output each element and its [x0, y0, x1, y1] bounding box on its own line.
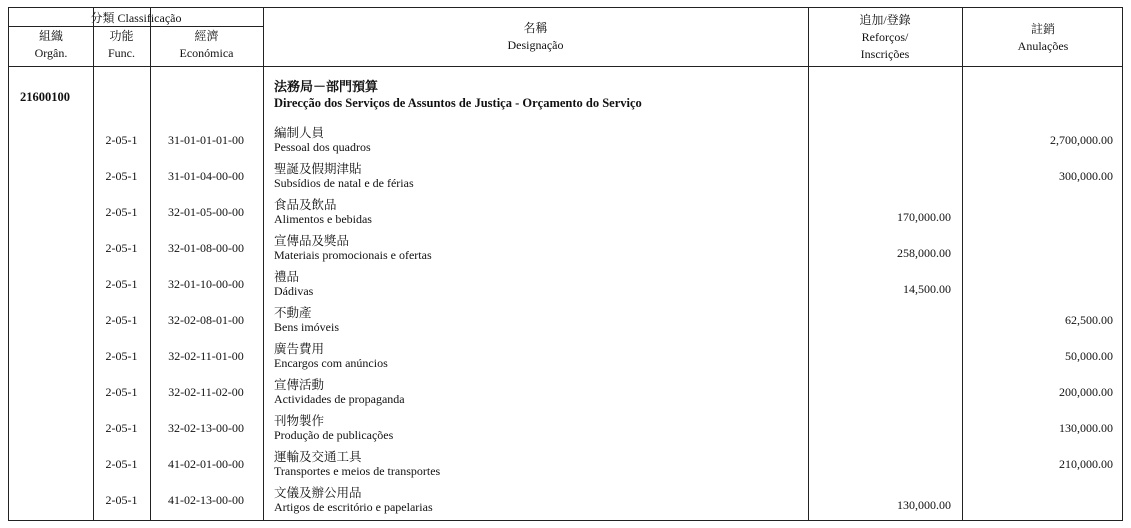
func-code: 2-05-1 [105, 277, 138, 291]
header-divider [9, 26, 263, 27]
designation-zh: 食品及飲品 [274, 198, 337, 212]
designation-pt: Bens imóveis [274, 320, 339, 334]
designation-pt: Artigos de escritório e papelarias [274, 500, 433, 514]
header-func-pt: Func. [108, 46, 135, 60]
designation-zh: 不動產 [274, 306, 312, 320]
func-code: 2-05-1 [105, 349, 138, 363]
econ-code: 41-02-13-00-00 [168, 493, 244, 507]
table-row [9, 338, 1124, 374]
table-row [9, 230, 1124, 266]
anulacoes-value: 62,500.00 [1065, 313, 1113, 327]
designation-zh: 刊物製作 [274, 414, 325, 428]
header-designacao-pt: Designação [507, 38, 564, 52]
budget-table [8, 7, 1123, 521]
anulacoes-value: 200,000.00 [1059, 385, 1113, 399]
econ-code: 32-02-11-01-00 [168, 349, 244, 363]
section-title-zh: 法務局－部門預算 [274, 79, 379, 94]
header-reforcos-pt2: Inscrições [860, 47, 910, 61]
table-row [9, 194, 1124, 230]
designation-zh: 聖誕及假期津貼 [274, 162, 362, 176]
designation-zh: 宣傳活動 [274, 378, 325, 392]
func-code: 2-05-1 [105, 241, 138, 255]
table-row [9, 374, 1124, 410]
econ-code: 31-01-01-01-00 [168, 133, 244, 147]
func-code: 2-05-1 [105, 493, 138, 507]
designation-pt: Produção de publicações [274, 428, 394, 442]
econ-code: 32-01-10-00-00 [168, 277, 244, 291]
table-row [9, 410, 1124, 446]
econ-code: 32-01-08-00-00 [168, 241, 244, 255]
anulacoes-value: 210,000.00 [1059, 457, 1113, 471]
header-bottom-rule [9, 66, 1123, 67]
func-code: 2-05-1 [105, 313, 138, 327]
header-func-zh: 功能 [109, 29, 134, 43]
designation-pt: Dádivas [274, 284, 314, 298]
reforcos-value: 258,000.00 [897, 246, 951, 260]
econ-code: 32-02-11-02-00 [168, 385, 244, 399]
header-classificacao: 分類 Classificação [90, 11, 182, 25]
anulacoes-value: 2,700,000.00 [1050, 133, 1113, 147]
table-row [9, 158, 1124, 194]
designation-zh: 禮品 [274, 270, 300, 284]
header-anulacoes-pt: Anulações [1017, 39, 1069, 53]
econ-code: 41-02-01-00-00 [168, 457, 244, 471]
table-row [9, 446, 1124, 482]
reforcos-value: 130,000.00 [897, 498, 951, 512]
designation-zh: 編制人員 [274, 126, 325, 140]
section-title-pt: Direcção dos Serviços de Assuntos de Justiça - Orçamento do Serviço [274, 96, 642, 110]
header-organ-pt: Orgân. [34, 46, 68, 60]
func-code: 2-05-1 [105, 385, 138, 399]
econ-code: 32-02-08-01-00 [168, 313, 244, 327]
func-code: 2-05-1 [105, 205, 138, 219]
designation-pt: Materiais promocionais e ofertas [274, 248, 432, 262]
designation-zh: 宣傳品及獎品 [274, 234, 350, 248]
econ-code: 32-01-05-00-00 [168, 205, 244, 219]
anulacoes-value: 130,000.00 [1059, 421, 1113, 435]
header-anulacoes-zh: 註銷 [1030, 22, 1055, 36]
econ-code: 32-02-13-00-00 [168, 421, 244, 435]
designation-pt: Subsídios de natal e de férias [274, 176, 414, 190]
table-row [9, 302, 1124, 338]
designation-zh: 廣告費用 [274, 342, 325, 356]
anulacoes-value: 300,000.00 [1059, 169, 1113, 183]
table-row [9, 266, 1124, 302]
econ-code: 31-01-04-00-00 [168, 169, 244, 183]
reforcos-value: 14,500.00 [903, 282, 951, 296]
func-code: 2-05-1 [105, 457, 138, 471]
header-organ-zh: 組織 [38, 29, 63, 43]
func-code: 2-05-1 [105, 169, 138, 183]
func-code: 2-05-1 [105, 133, 138, 147]
designation-zh: 文儀及辦公用品 [274, 486, 362, 500]
header-reforcos-pt1: Reforços/ [861, 30, 909, 44]
header-reforcos-zh: 追加/登錄 [859, 13, 911, 27]
func-code: 2-05-1 [105, 421, 138, 435]
designation-pt: Pessoal dos quadros [274, 140, 371, 154]
designation-pt: Transportes e meios de transportes [274, 464, 441, 478]
organ-code: 21600100 [20, 90, 70, 104]
table-row [9, 482, 1124, 518]
anulacoes-value: 50,000.00 [1065, 349, 1113, 363]
header-designacao-zh: 名稱 [523, 21, 548, 35]
designation-zh: 運輸及交通工具 [274, 450, 362, 464]
designation-pt: Encargos com anúncios [274, 356, 388, 370]
header-econ-zh: 經濟 [194, 29, 219, 43]
designation-pt: Actividades de propaganda [274, 392, 405, 406]
table-row [9, 122, 1124, 158]
reforcos-value: 170,000.00 [897, 210, 951, 224]
designation-pt: Alimentos e bebidas [274, 212, 372, 226]
header-econ-pt: Económica [179, 46, 234, 60]
